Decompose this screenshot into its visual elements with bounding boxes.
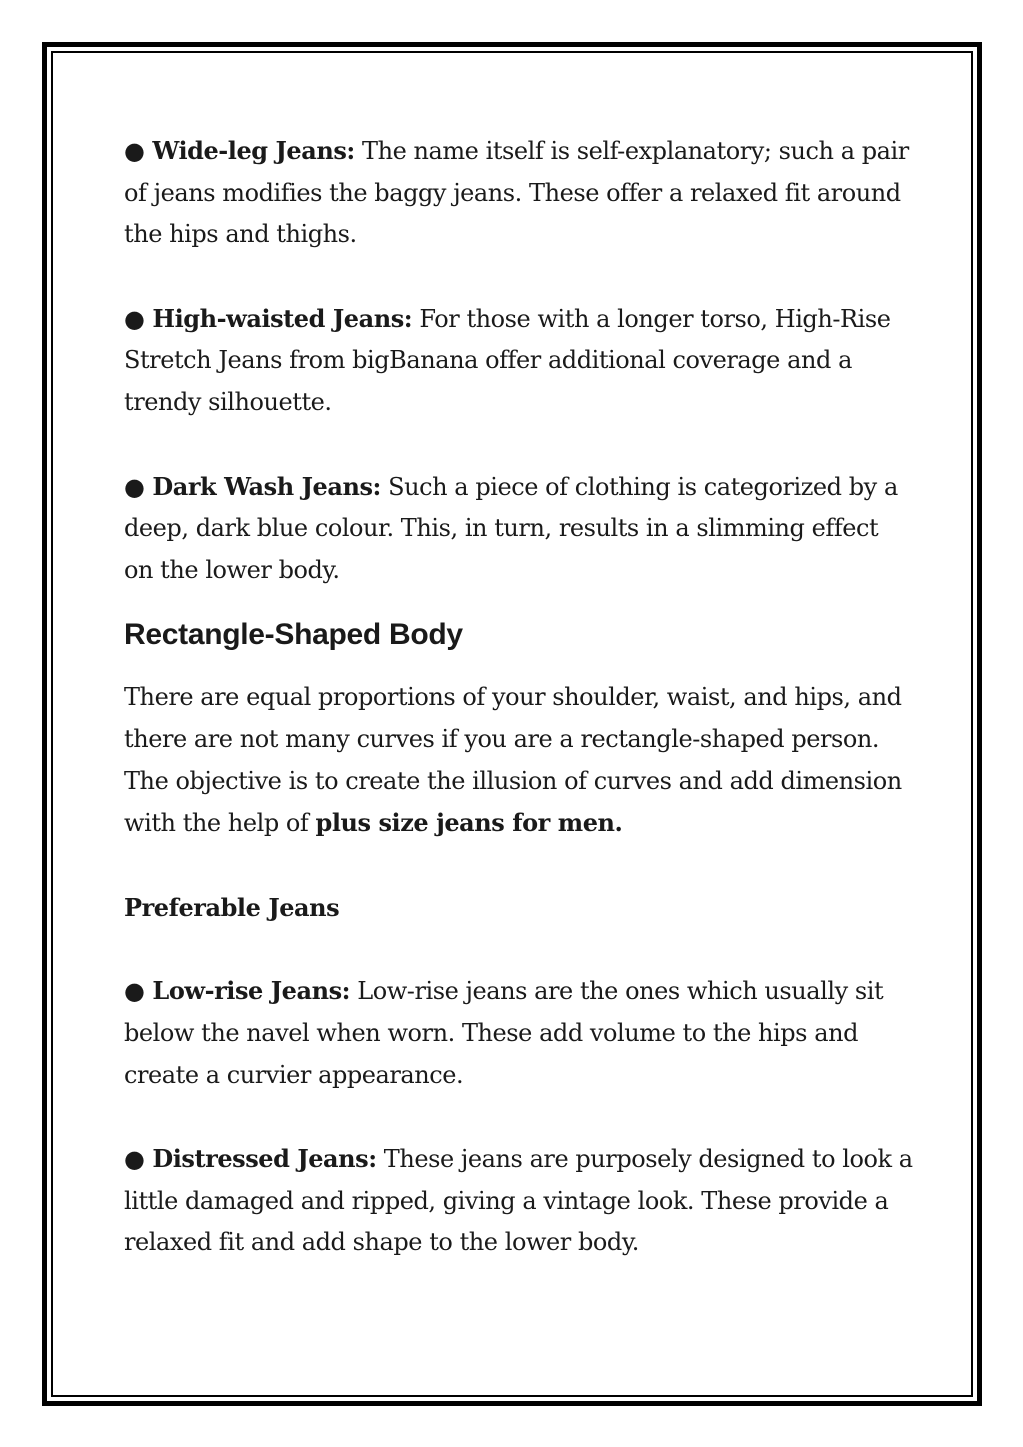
list-item-distressed-jeans (124, 1138, 914, 1264)
item-text: The name itself is self-explanatory; such a pair of jeans modifies the baggy jeans. These offer a relaxed fit around the hips and thighs. (124, 137, 909, 249)
intro-bold-text: plus size jeans for men. (315, 808, 623, 838)
item-text: These jeans are purposely designed to look a little damaged and ripped, giving a vintage look. These provide a relaxed fit and add shape to the lower body. (124, 1145, 913, 1257)
item-text: Low-rise jeans are the ones which usually sit below the navel when worn. These add volume to the hips and create a curvier appearance. (124, 977, 884, 1089)
section-intro (124, 677, 914, 844)
item-text: Such a piece of clothing is categorized by a deep, dark blue colour. This, in turn, results in a slimming effect on the lower body. (124, 472, 898, 584)
intro-text: There are equal proportions of your shoulder, waist, and hips, and there are not many curves if you are a rectangle-shaped person. The objective is to create the illusion of curves and add dimension with the help of (124, 683, 902, 838)
list-item-dark-wash-jeans (124, 466, 914, 592)
item-text: For those with a longer torso, High-Rise Stretch Jeans from bigBanana offer additional coverage and a trendy silhouette. (124, 304, 891, 416)
item-label: ● High-waisted Jeans: (124, 303, 413, 333)
item-label: ● Low-rise Jeans: (124, 976, 351, 1006)
item-label: ● Dark Wash Jeans: (124, 471, 381, 501)
item-label: ● Wide-leg Jeans: (124, 136, 355, 165)
subheading-preferable-jeans: Preferable Jeans (124, 892, 340, 922)
section-heading: Rectangle-Shaped Body (124, 618, 463, 652)
item-label: ● Distressed Jeans: (124, 1144, 377, 1174)
list-item-low-rise-jeans (124, 970, 914, 1096)
list-item-high-waisted-jeans (124, 298, 914, 424)
list-item-wide-leg-jeans (124, 130, 914, 256)
document-body (124, 130, 914, 1264)
